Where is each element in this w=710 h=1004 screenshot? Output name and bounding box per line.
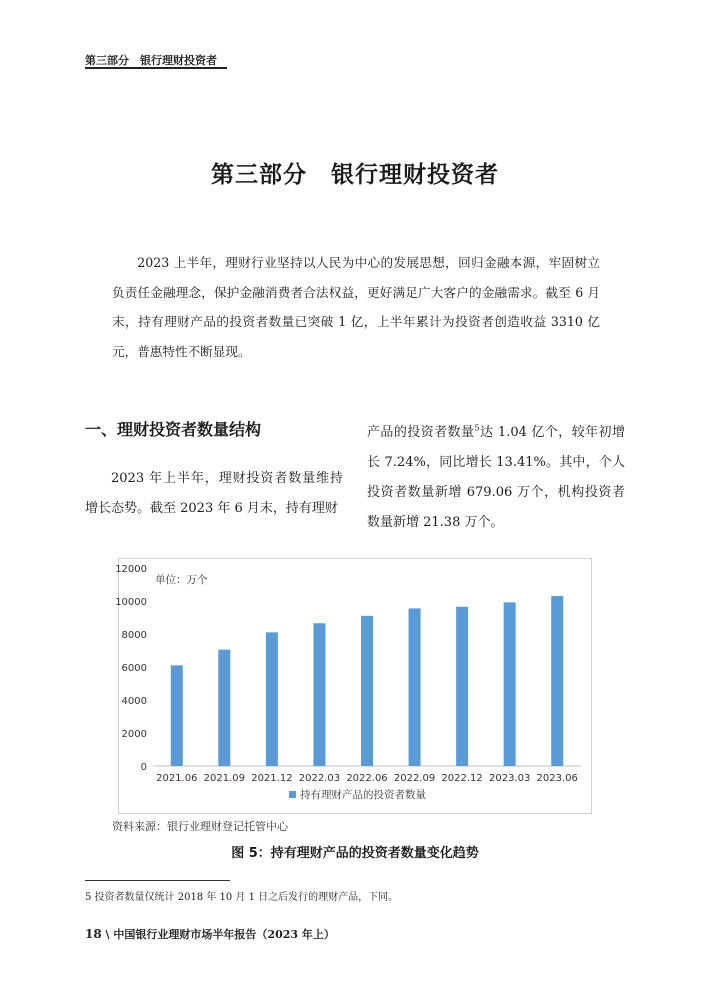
y-tick-label: 2000 (121, 729, 147, 740)
x-tick-label: 2023.06 (536, 773, 578, 784)
paragraph-text-b: 达 1.04 亿个，较年初增长 7.24%，同比增长 13.41%。其中，个人投资者数量新增 679.06 万个，机构投资者数量新增 21.38 万个。 (367, 425, 625, 530)
footer-separator: \ (105, 928, 110, 941)
x-tick-label: 2022.03 (298, 773, 341, 784)
page-number: 18 (85, 927, 102, 941)
x-tick-label: 2021.09 (203, 773, 246, 784)
section-paragraph-left: 2023 年上半年，理财投资者数量维持增长态势。截至 2023 年 6 月末，持有理财 (85, 471, 343, 516)
left-column (85, 418, 343, 524)
bar (218, 650, 230, 766)
x-tick-label: 2021.06 (156, 773, 198, 784)
page-footer (85, 926, 335, 942)
y-tick-label: 0 (140, 762, 147, 773)
chart-source: 资料来源：银行业理财登记托管中心 (112, 820, 288, 833)
running-header: 第三部分 银行理财投资者 (85, 54, 217, 67)
publication-title: 中国银行业理财市场半年报告（2023 年上） (113, 928, 335, 941)
legend-label: 持有理财产品的投资者数量 (300, 789, 426, 801)
bar (551, 596, 563, 766)
bar (313, 623, 325, 766)
figure-caption: 图 5：持有理财产品的投资者数量变化趋势 (231, 846, 479, 861)
bar (266, 632, 278, 766)
footnote-reference[interactable]: 5 (474, 423, 480, 433)
page-title: 第三部分 银行理财投资者 (211, 162, 499, 188)
section-paragraph-right (367, 418, 625, 538)
running-header-rule (85, 67, 227, 69)
y-tick-label: 12000 (115, 564, 147, 575)
x-tick-label: 2023.03 (488, 773, 531, 784)
x-tick-label: 2022.09 (393, 773, 436, 784)
footnote-rule (85, 880, 230, 881)
right-column (367, 418, 625, 538)
bar-chart (115, 558, 592, 814)
bar (361, 616, 373, 766)
bar (171, 665, 183, 766)
x-tick-label: 2022.12 (441, 773, 483, 784)
y-tick-label: 8000 (121, 630, 147, 641)
x-tick-label: 2022.06 (346, 773, 388, 784)
bar (504, 602, 516, 766)
section-heading: 一、理财投资者数量结构 (85, 420, 262, 439)
unit-label: 单位：万个 (155, 574, 208, 586)
chart-svg (115, 559, 591, 813)
y-tick-label: 6000 (121, 663, 147, 674)
bar (456, 607, 468, 766)
intro-paragraph: 2023 上半年，理财行业坚持以人民为中心的发展思想，回归金融本源，牢固树立负责任金融理念，保护金融消费者合法权益，更好满足广大客户的金融需求。截至 6 月末，持有理财产品的投资者数量已突破 1 亿，上半年累计为投资者创造收益 3310 亿元，普惠特性不断显现。 (112, 255, 600, 359)
legend-swatch (289, 791, 296, 798)
paragraph-text-a: 产品的投资者数量 (367, 425, 475, 440)
y-tick-label: 4000 (121, 696, 147, 707)
y-tick-label: 10000 (115, 597, 147, 608)
bar (409, 608, 421, 766)
footnote: 5 投资者数量仅统计 2018 年 10 月 1 日之后发行的理财产品，下同。 (85, 892, 399, 903)
x-tick-label: 2021.12 (251, 773, 293, 784)
